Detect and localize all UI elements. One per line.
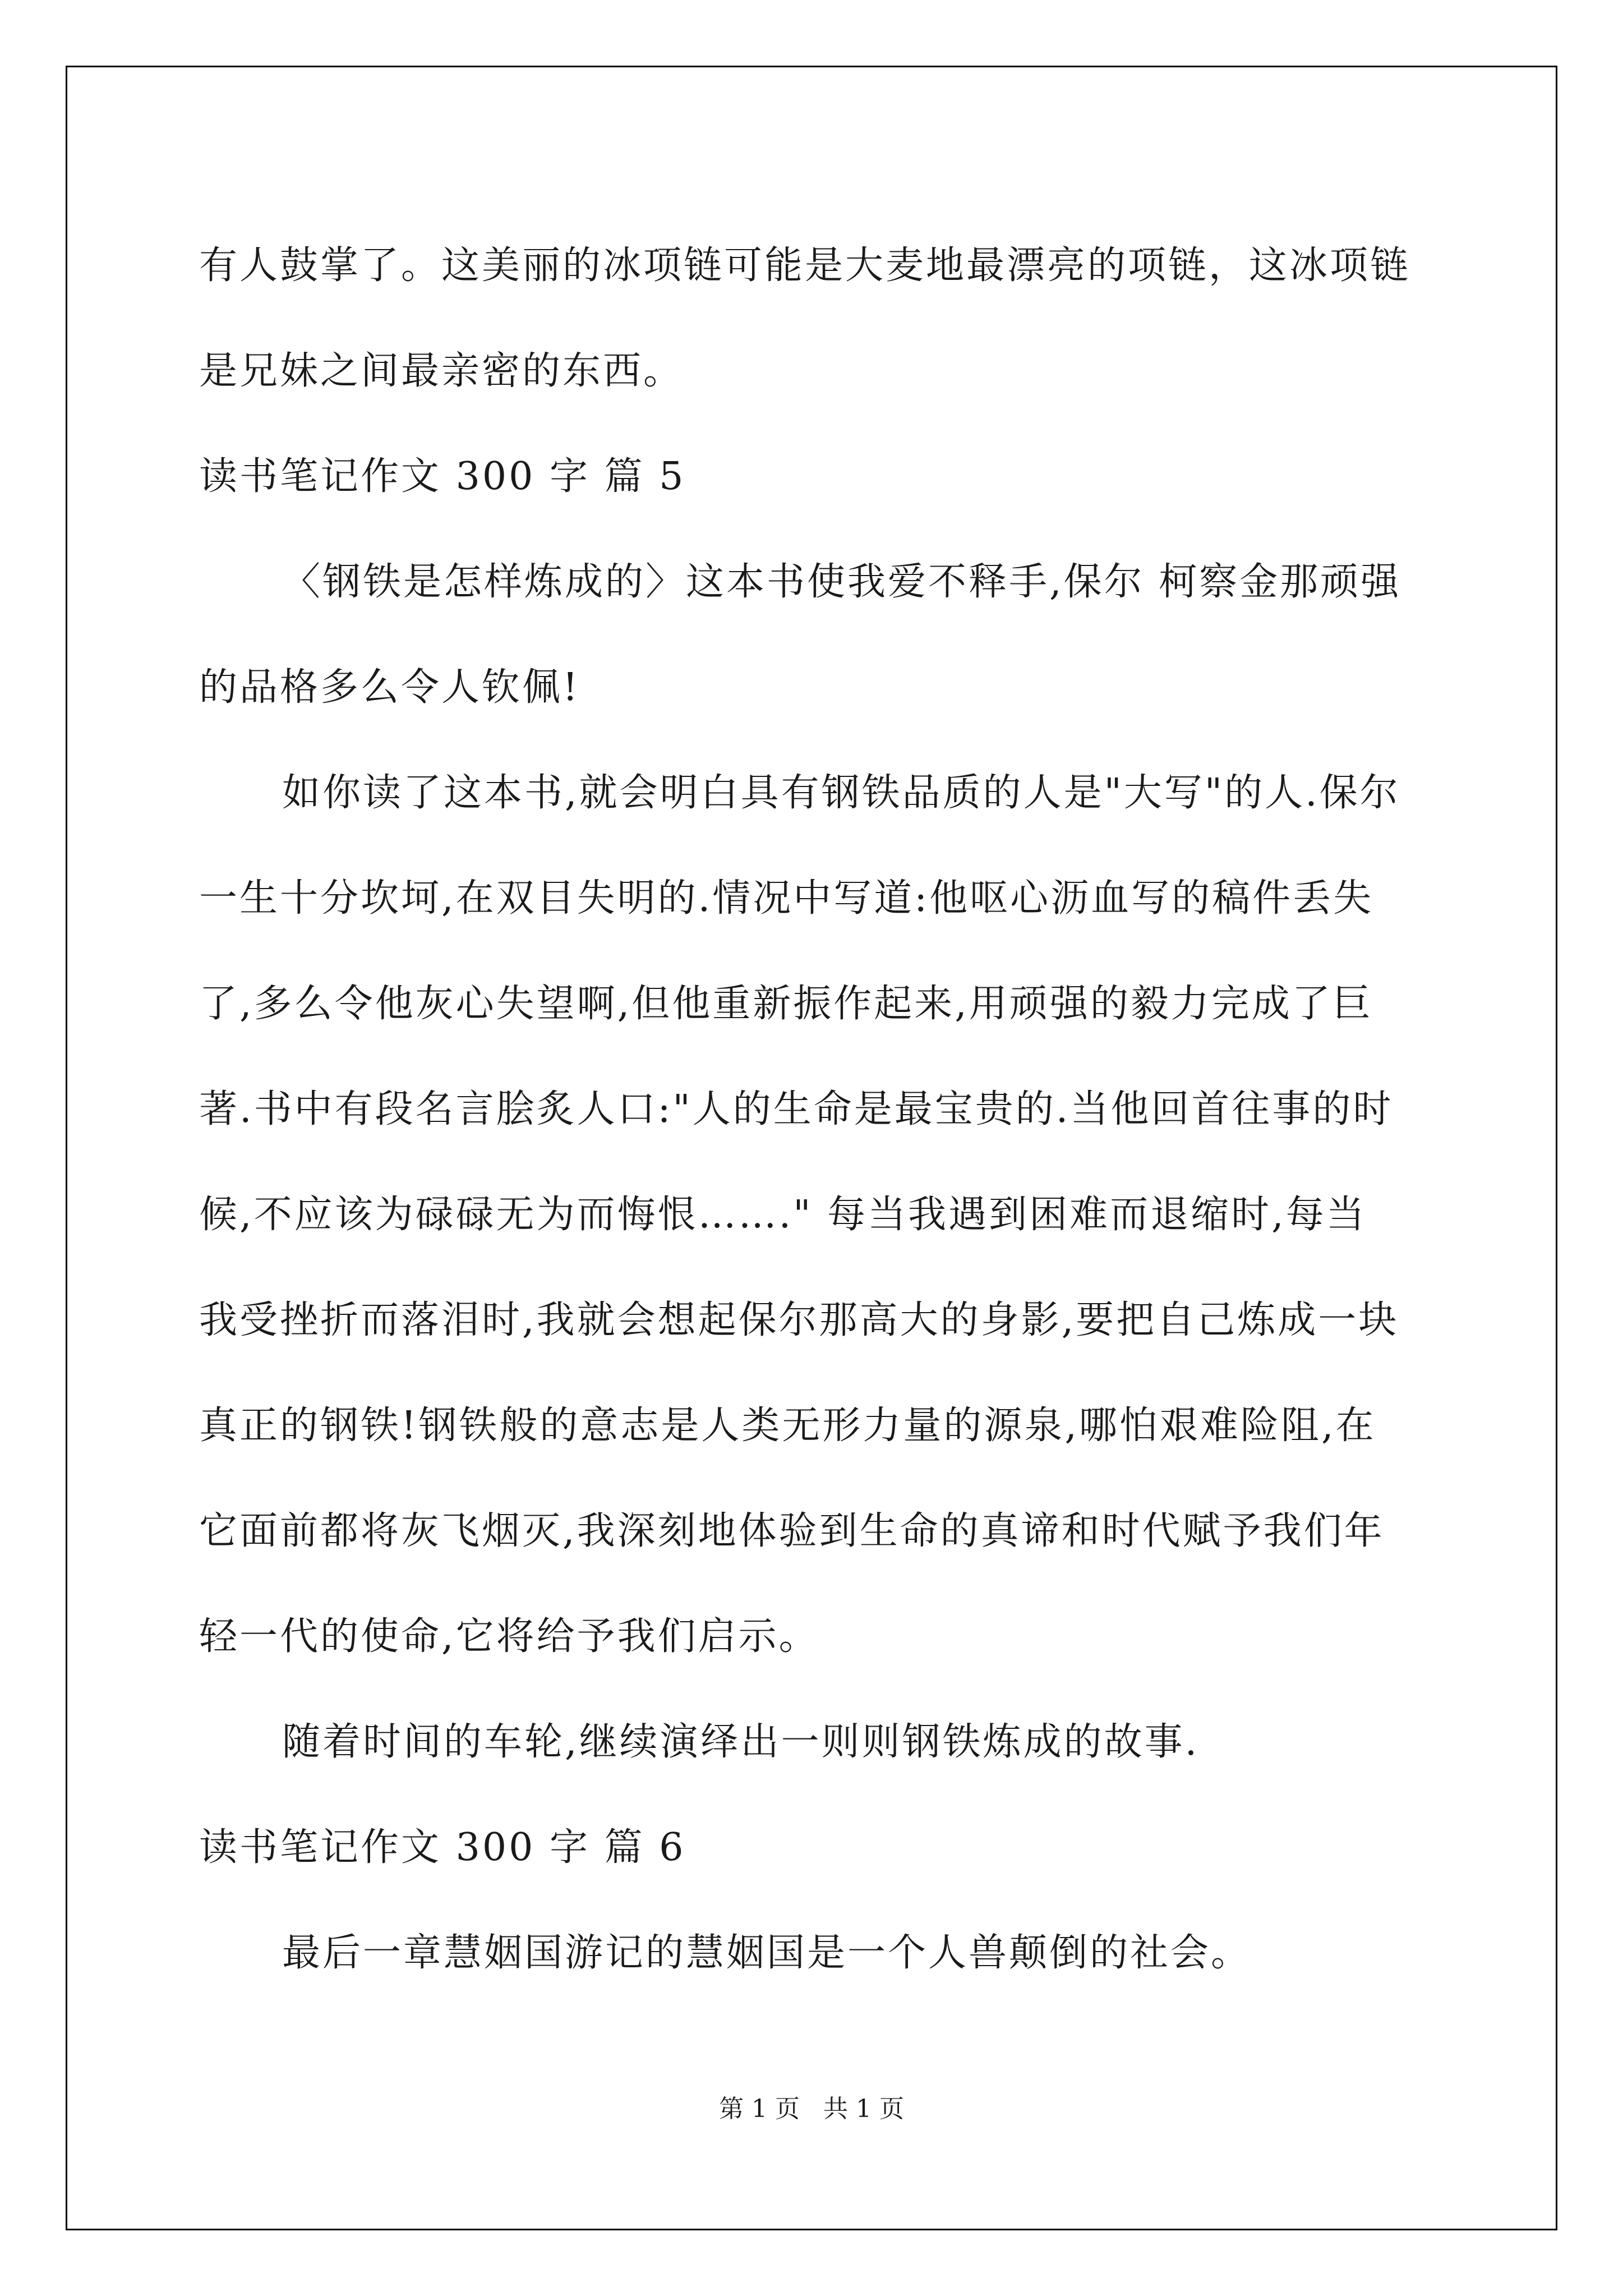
- section-heading: 读书笔记作文 300 字 篇 5: [199, 454, 686, 499]
- text-line: 有人鼓掌了。这美丽的冰项链可能是大麦地最漂亮的项链，这冰项链: [199, 243, 1411, 288]
- section-heading: 读书笔记作文 300 字 篇 6: [199, 1825, 686, 1870]
- text-line: 是兄妹之间最亲密的东西。: [199, 349, 684, 393]
- paragraph-start: 如你读了这本书,就会明白具有钢铁品质的人是"大写"的人.保尔: [282, 771, 1400, 815]
- text-line: 一生十分坎坷,在双目失明的.情况中写道:他呕心沥血写的稿件丢失: [199, 876, 1374, 921]
- paragraph-start: 随着时间的车轮,继续演绎出一则则钢铁炼成的故事.: [282, 1720, 1200, 1764]
- text-line: 我受挫折而落泪时,我就会想起保尔那高大的身影,要把自己炼成一块: [199, 1298, 1399, 1342]
- text-line: 它面前都将灰飞烟灭,我深刻地体验到生命的真谛和时代赋予我们年: [199, 1509, 1385, 1553]
- text-line: 真正的钢铁!钢铁般的意志是人类无形力量的源泉,哪怕艰难险阻,在: [199, 1404, 1376, 1448]
- paragraph-start: 最后一章慧姻国游记的慧姻国是一个人兽颠倒的社会。: [282, 1931, 1252, 1975]
- text-line: 候,不应该为碌碌无为而悔恨……." 每当我遇到困难而退缩时,每当: [199, 1193, 1367, 1237]
- text-line: 著.书中有段名言脍炙人口:"人的生命是最宝贵的.当他回首往事的时: [199, 1087, 1394, 1131]
- text-line: 轻一代的使命,它将给予我们启示。: [199, 1614, 819, 1659]
- document-body: [199, 213, 1427, 2006]
- text-line: 了,多么令他灰心失望啊,但他重新振作起来,用顽强的毅力完成了巨: [199, 982, 1373, 1026]
- page-footer: 第 1 页 共 1 页: [719, 2095, 904, 2123]
- text-line: 的品格多么令人钦佩!: [199, 665, 580, 710]
- paragraph-start: 〈钢铁是怎样炼成的〉这本书使我爱不释手,保尔 柯察金那顽强: [282, 560, 1401, 604]
